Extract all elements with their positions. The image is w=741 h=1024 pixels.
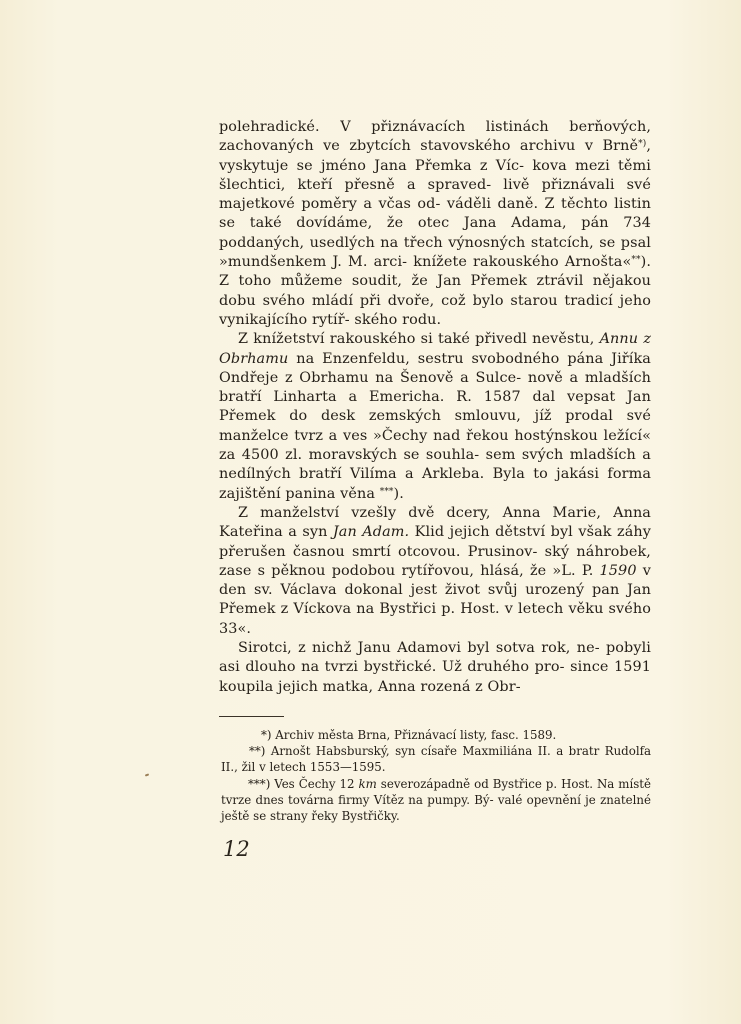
- paragraph-3: [219, 504, 651, 639]
- paragraph-1: [219, 118, 651, 330]
- footnote-text: Archiv města Brna, Přiznávací listy, fasc. 1589.: [271, 728, 557, 742]
- text-line: jíž prodal své manželce tvrz a ves »Čechy nad řekou: [219, 408, 651, 444]
- text-line: však záhy přerušen časnou smrtí otcovou. Prusinov-: [219, 524, 651, 560]
- text-line: Klid jejich dětství byl: [409, 524, 573, 541]
- text-line: v den sv. Václava dokonal jest život: [219, 562, 651, 599]
- text-line: výnosných statcích, se psal »mundšenkem J. M. arci-: [219, 234, 651, 271]
- text-line: polehradické. V přiznávacích listinách berňových,: [219, 119, 651, 135]
- text-line: Z manželství vzešly dvě dcery, Anna Marie, Anna: [238, 504, 651, 521]
- text-line: knížete rakouského Arnošta«: [413, 254, 632, 271]
- footnote-1: [221, 727, 651, 743]
- footnote-3: [221, 776, 651, 825]
- paper-speck: [145, 773, 149, 776]
- footnote-text: Na místě tvrze dnes továrna firmy Vítěz na pumpy. Bý-: [221, 776, 651, 807]
- footnote-unit: km: [358, 776, 377, 791]
- footnote-mark: *): [261, 728, 272, 742]
- footnote-mark: ***): [248, 776, 271, 791]
- text-line: sem svých mladších a nedílných bratří Vilíma a: [219, 447, 651, 483]
- text-line: ský náhrobek, zase s pěknou podobou rytířovou, hlásá,: [219, 543, 651, 579]
- text-line: Jana Adama, pán 734 poddaných, usedlých na třech: [219, 215, 651, 251]
- text-line: since 1591 koupila jejich matka, Anna rozená z Obr-: [219, 659, 651, 695]
- page-number: 12: [223, 837, 250, 861]
- text-line: ).: [393, 485, 404, 502]
- footnote-ref: **: [631, 255, 641, 266]
- italic-name: Jan Adam.: [332, 524, 410, 541]
- text-line: dvoře, což bylo starou tradicí jeho vynikajícího rytíř-: [219, 292, 651, 328]
- text-line: zachovaných ve zbytcích stavovského archivu: [219, 138, 576, 155]
- text-line: věna: [340, 485, 380, 502]
- footnote-text: valé opevnění je znatelné ještě se strany řeky Bystřičky.: [221, 792, 651, 824]
- footnotes: [221, 727, 651, 824]
- italic-name: Annu z Obrhamu: [219, 331, 652, 367]
- italic-year: 1590: [599, 562, 637, 579]
- text-line: pobyli asi dlouho na tvrzi bystřické. Už druhého pro-: [219, 640, 651, 676]
- text-line: kova mezi těmi šlechtici, kteří přesně a spraved-: [219, 157, 651, 193]
- text-line: že »L. P.: [529, 562, 600, 579]
- text-line: Sirotci, z nichž Janu Adamovi byl sotva rok, ne-: [238, 640, 600, 657]
- text-line: dal vepsat Jan Přemek do desk zemských smlouvu,: [219, 389, 651, 425]
- text-line: , vyskytuje se jméno Jana Přemka z Víc-: [219, 138, 651, 174]
- footnote-text: Ves Čechy 12: [270, 776, 359, 791]
- footnote-text: severozápadně od Bystřice p. Host.: [376, 776, 593, 791]
- text-line: ). Z toho můžeme soudit,: [219, 254, 651, 290]
- text-line: v Brně: [584, 138, 639, 155]
- footnote-mark: **): [249, 744, 266, 759]
- text-line: svůj urozený pan Jan Přemek z Víckova na Bystřici: [219, 582, 651, 618]
- text-line: Arkleba. Byla to jakási forma zajištění panina: [219, 466, 651, 502]
- text-line: nově a mladších bratří Linharta a Emericha. R. 1587: [219, 369, 651, 406]
- footnote-ref: *): [638, 139, 647, 150]
- text-line: pána Jiříka Ondřeje z Obrhamu na Šenově a Sulce-: [219, 350, 651, 386]
- text-line: livě přiznávali své majetkové poměry a včas od-: [219, 176, 651, 213]
- text-line: Kateřina a syn: [219, 524, 333, 541]
- text-line: ského rodu.: [354, 311, 442, 328]
- text-line: p. Host. v letech věku svého 33«.: [219, 601, 652, 637]
- footnote-text: Arnošt Habsburský, syn císaře Maxmiliána II. a: [265, 744, 564, 759]
- footnote-ref: ***: [379, 486, 394, 497]
- footnote-text: bratr Rudolfa II., žil v letech 1553—1595.: [221, 744, 652, 775]
- footnote-2: [221, 743, 651, 775]
- text-line: váděli daně. Z těchto listin se také dovídáme, že otec: [219, 196, 651, 232]
- text-line: že Jan Přemek ztrávil nějakou dobu svého mládí při: [219, 273, 651, 309]
- paragraph-4: [219, 639, 651, 697]
- main-text: [219, 118, 651, 697]
- footnote-divider: [219, 716, 284, 717]
- text-line: na Enzenfeldu, sestru svobodného: [288, 350, 560, 367]
- paragraph-2: [219, 330, 651, 504]
- text-line: hostýnskou ležící« za 4500 zl. moravských se souhla-: [219, 427, 651, 464]
- text-line: Z knížetství rakouského si také přivedl nevěstu,: [238, 331, 595, 348]
